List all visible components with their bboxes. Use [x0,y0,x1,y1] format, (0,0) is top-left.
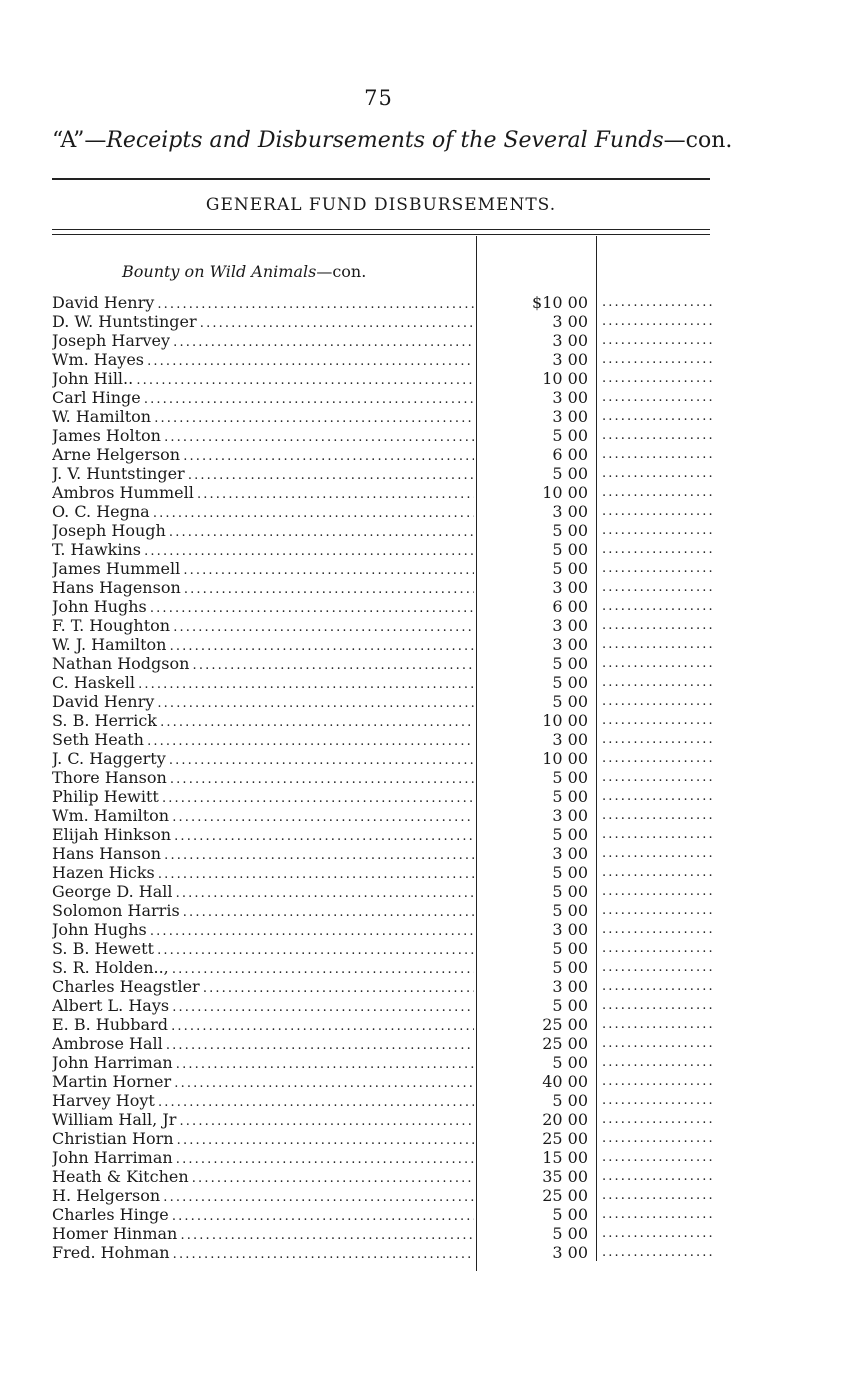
total-column-leader [602,901,714,920]
payee-name: Martin Horner . . . [52,1072,474,1093]
table-row [52,844,722,863]
payee-name: T. Hawkins . . . [52,540,474,561]
payee-name: David Henry . . . [52,293,474,314]
page-number: 75 [364,86,393,110]
total-column-leader [602,882,714,901]
total-column-leader [602,464,714,483]
table-row [52,1205,722,1224]
payment-amount: 5 00 [552,521,588,540]
payee-name: Carl Hinge . . . [52,388,474,409]
total-column-leader [602,483,714,502]
payment-amount: 5 00 [552,654,588,673]
payment-amount: 40 00 [542,1072,588,1091]
total-column-leader [602,1015,714,1034]
payee-name: John Hughs . . . [52,920,474,941]
payment-amount: 25 00 [542,1034,588,1053]
payee-name: Nathan Hodgson . . . [52,654,474,675]
payee-name: Wm. Hayes . . . [52,350,474,371]
table-row [52,502,722,521]
payment-amount: 5 00 [552,426,588,445]
payment-amount: 5 00 [552,996,588,1015]
payment-amount: 6 00 [552,445,588,464]
total-column-leader [602,711,714,730]
total-column-leader [602,1224,714,1243]
payment-amount: 3 00 [552,350,588,369]
total-column-leader [602,654,714,673]
subheading-title: Bounty on Wild Animals [122,262,317,281]
table-row [52,787,722,806]
table-row [52,483,722,502]
heading-title: Receipts and Disbursements of the Several Funds [106,128,664,153]
table-row [52,1034,722,1053]
table-row [52,312,722,331]
payment-amount: 5 00 [552,768,588,787]
payee-name: J. V. Huntstinger . . . [52,464,474,485]
payee-name: Hazen Hicks . . . [52,863,474,884]
payee-name: S. B. Herrick . . . [52,711,474,732]
payee-name: John Harriman . . . [52,1053,474,1074]
table-row [52,293,722,312]
payment-amount: 3 00 [552,578,588,597]
table-row [52,825,722,844]
payee-name: Charles Heagstler . . . [52,977,474,998]
table-row [52,806,722,825]
payee-name: Hans Hagenson . . . [52,578,474,599]
total-column-leader [602,616,714,635]
table-row [52,426,722,445]
table-row [52,1224,722,1243]
payment-amount: 10 00 [542,369,588,388]
payment-amount: 5 00 [552,958,588,977]
total-column-leader [602,768,714,787]
total-column-leader [602,312,714,331]
payee-name: Seth Heath . . . [52,730,474,751]
payment-amount: 5 00 [552,863,588,882]
total-column-leader [602,920,714,939]
table-row [52,1243,722,1262]
table-row [52,996,722,1015]
table-subheading [122,262,366,281]
total-column-leader [602,350,714,369]
total-column-leader [602,578,714,597]
table-row [52,540,722,559]
payee-name: Wm. Hamilton . . . [52,806,474,827]
payee-name: Elijah Hinkson . . . [52,825,474,846]
table-row [52,578,722,597]
payment-amount: 3 00 [552,616,588,635]
table-row [52,1053,722,1072]
payment-amount: 15 00 [542,1148,588,1167]
table-row [52,331,722,350]
payment-amount: 25 00 [542,1015,588,1034]
payment-amount: 35 00 [542,1167,588,1186]
payment-amount: 3 00 [552,977,588,996]
table-row [52,654,722,673]
payment-amount: 10 00 [542,749,588,768]
total-column-leader [602,1129,714,1148]
total-column-leader [602,407,714,426]
table-row [52,407,722,426]
total-column-leader [602,540,714,559]
table-row [52,1148,722,1167]
payee-name: John Hughs . . . [52,597,474,618]
table-row [52,1015,722,1034]
table-row [52,597,722,616]
heading-prefix: “A”— [52,128,107,153]
table-row [52,445,722,464]
heading-rule [52,178,710,180]
total-column-leader [602,1091,714,1110]
payment-amount: 25 00 [542,1186,588,1205]
payee-name: James Holton . . . [52,426,474,447]
total-column-leader [602,1034,714,1053]
payee-name: James Hummell . . . [52,559,474,580]
payee-name: Joseph Hough . . . [52,521,474,542]
payment-amount: 3 00 [552,635,588,654]
payment-amount: 5 00 [552,825,588,844]
payment-amount: 3 00 [552,502,588,521]
table-row [52,369,722,388]
payee-name: C. Haskell . . . [52,673,474,694]
total-column-leader [602,1072,714,1091]
total-column-leader [602,331,714,350]
payee-name: J. C. Haggerty . . . [52,749,474,770]
table-row [52,939,722,958]
total-column-leader [602,559,714,578]
total-column-leader [602,977,714,996]
table-row [52,901,722,920]
payee-name: John Hill.. . . . [52,369,474,390]
table-row [52,616,722,635]
payment-amount: 6 00 [552,597,588,616]
table-row [52,882,722,901]
total-column-leader [602,1186,714,1205]
payment-amount: 20 00 [542,1110,588,1129]
table-row [52,350,722,369]
payee-name: Ambrose Hall . . . [52,1034,474,1055]
total-column-leader [602,730,714,749]
payment-amount: 5 00 [552,464,588,483]
table-rule-upper [52,229,710,230]
table-row [52,1129,722,1148]
payment-amount: 3 00 [552,407,588,426]
total-column-leader [602,749,714,768]
total-column-leader [602,806,714,825]
payee-name: William Hall, Jr . . . [52,1110,474,1131]
payment-amount: 5 00 [552,692,588,711]
table-row [52,1167,722,1186]
disbursement-list [52,293,722,1262]
payment-amount: 3 00 [552,388,588,407]
payee-name: Homer Hinman . . . [52,1224,474,1245]
total-column-leader [602,388,714,407]
total-column-leader [602,958,714,977]
total-column-leader [602,692,714,711]
payee-name: W. Hamilton . . . [52,407,474,428]
table-row [52,1186,722,1205]
total-column-leader [602,1110,714,1129]
payment-amount: 5 00 [552,787,588,806]
payee-name: F. T. Houghton . . . [52,616,474,637]
table-row [52,559,722,578]
total-column-leader [602,597,714,616]
page-heading [52,128,733,153]
payee-name: Philip Hewitt . . . [52,787,474,808]
payment-amount: 5 00 [552,882,588,901]
table-row [52,521,722,540]
payee-name: Ambros Hummell . . . [52,483,474,504]
payment-amount: 10 00 [542,711,588,730]
payee-name: George D. Hall . . . [52,882,474,903]
payee-name: Joseph Harvey . . . [52,331,474,352]
table-rule-lower [52,234,710,235]
payee-name: Thore Hanson . . . [52,768,474,789]
total-column-leader [602,673,714,692]
total-column-leader [602,635,714,654]
total-column-leader [602,1053,714,1072]
payee-name: Harvey Hoyt . . . [52,1091,474,1112]
table-row [52,711,722,730]
payment-amount: 3 00 [552,1243,588,1262]
payee-name: Hans Hanson . . . [52,844,474,865]
payee-name: S. B. Hewett . . . [52,939,474,960]
payment-amount: 5 00 [552,540,588,559]
section-title: GENERAL FUND DISBURSEMENTS. [205,195,557,215]
table-row [52,863,722,882]
payment-amount: 3 00 [552,806,588,825]
table-row [52,635,722,654]
payee-name: Christian Horn . . . [52,1129,474,1150]
total-column-leader [602,825,714,844]
table-row [52,1110,722,1129]
payment-amount: 3 00 [552,312,588,331]
total-column-leader [602,863,714,882]
payment-amount: 5 00 [552,939,588,958]
payment-amount: 5 00 [552,1224,588,1243]
table-row [52,958,722,977]
total-column-leader [602,293,714,312]
table-row [52,1091,722,1110]
table-row [52,749,722,768]
total-column-leader [602,1167,714,1186]
total-column-leader [602,426,714,445]
payee-name: Albert L. Hays . . . [52,996,474,1017]
table-row [52,673,722,692]
total-column-leader [602,502,714,521]
total-column-leader [602,1243,714,1262]
payment-amount: 3 00 [552,730,588,749]
payment-amount: 3 00 [552,331,588,350]
table-row [52,920,722,939]
payment-amount: 25 00 [542,1129,588,1148]
payment-amount: 5 00 [552,901,588,920]
table-row [52,730,722,749]
total-column-leader [602,369,714,388]
table-row [52,464,722,483]
payment-amount: 10 00 [542,483,588,502]
payee-name: John Harriman . . . [52,1148,474,1169]
payee-name: D. W. Huntstinger . . . [52,312,474,333]
payee-name: Heath & Kitchen . . . [52,1167,474,1188]
payee-name: Arne Helgerson . . . [52,445,474,466]
payee-name: David Henry . . . [52,692,474,713]
payment-amount: 5 00 [552,559,588,578]
total-column-leader [602,445,714,464]
table-row [52,1072,722,1091]
payee-name: Charles Hinge . . . [52,1205,474,1226]
total-column-leader [602,1148,714,1167]
total-column-leader [602,996,714,1015]
payment-amount: 3 00 [552,920,588,939]
payment-amount: 5 00 [552,1091,588,1110]
total-column-leader [602,787,714,806]
payee-name: O. C. Hegna . . . [52,502,474,523]
total-column-leader [602,844,714,863]
payee-name: E. B. Hubbard . . . [52,1015,474,1036]
payee-name: S. R. Holden.., . . . [52,958,474,979]
table-row [52,768,722,787]
payee-name: W. J. Hamilton . . . [52,635,474,656]
total-column-leader [602,521,714,540]
payment-amount: 5 00 [552,1205,588,1224]
payment-amount: 5 00 [552,673,588,692]
payee-name: H. Helgerson . . . [52,1186,474,1207]
table-row [52,692,722,711]
table-row [52,388,722,407]
heading-suffix: —con. [663,128,733,153]
payment-amount: $10 00 [532,293,588,312]
payee-name: Solomon Harris . . . [52,901,474,922]
payee-name: Fred. Hohman . . . [52,1243,474,1264]
payment-amount: 5 00 [552,1053,588,1072]
subheading-suffix: —con. [316,262,367,281]
table-row [52,977,722,996]
total-column-leader [602,1205,714,1224]
payment-amount: 3 00 [552,844,588,863]
total-column-leader [602,939,714,958]
